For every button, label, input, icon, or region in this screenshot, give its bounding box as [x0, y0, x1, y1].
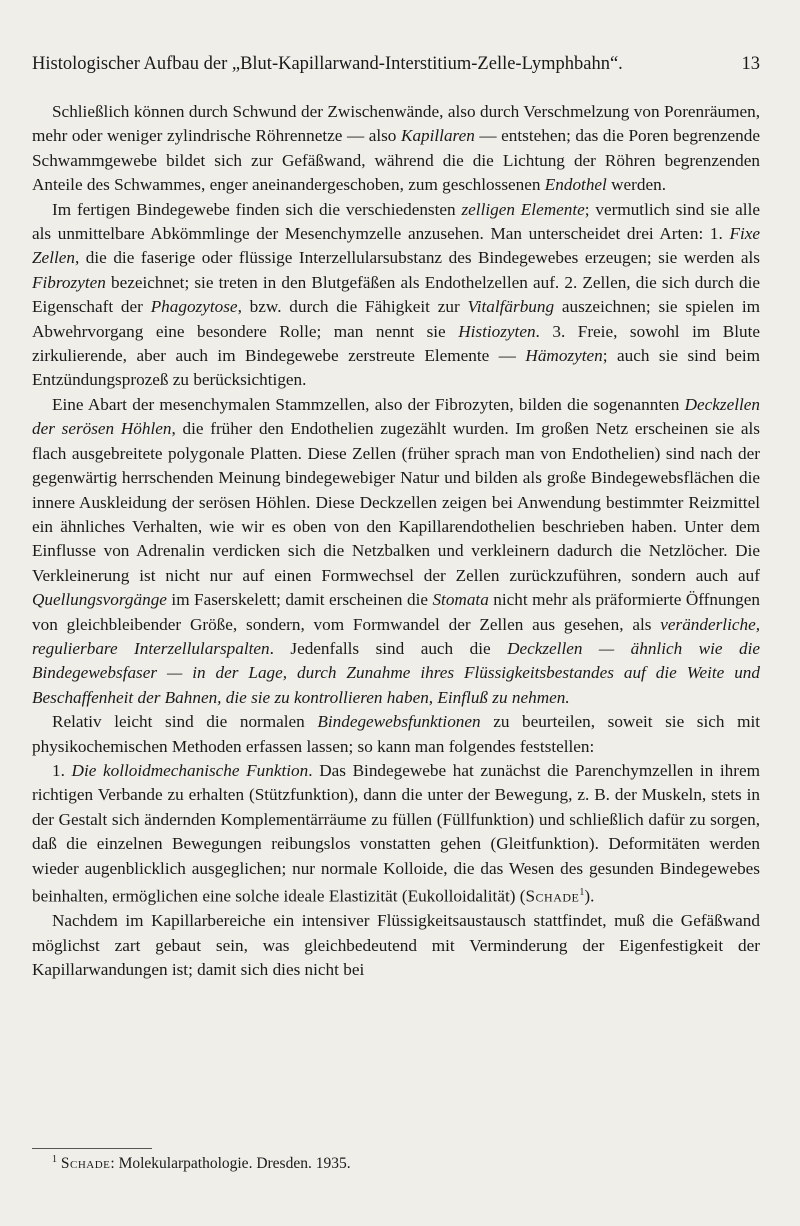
- text-run: Relativ leicht sind die normalen: [52, 712, 318, 732]
- text-run: ).: [584, 886, 595, 906]
- text-run: zu beurteilen, soweit sie sich mit physikochemischen Methoden erfassen lassen; so kann man folgendes feststellen:: [32, 712, 760, 756]
- emphasis-text: Endothel: [544, 175, 607, 195]
- text-run: . Jedenfalls sind auch die: [269, 638, 508, 658]
- running-title: Histologischer Aufbau der „Blut-Kapillarwand-Interstitium-Zelle-Lymphbahn“.: [32, 54, 623, 74]
- page-number: 13: [741, 54, 760, 74]
- body-text: [32, 100, 760, 982]
- text-run: 1.: [52, 760, 72, 780]
- running-head: [32, 54, 760, 75]
- text-run: — entstehen; das die Poren begrenzende Schwammgewebe bildet sich zur Gefäßwand, während die die Lichtung der Röhren begrenzenden Anteile des Schwammes, enger aneinandergeschoben, zum geschlossenen: [32, 126, 761, 195]
- text-run: ; auch sie sind beim Entzündungsprozeß zu berücksichtigen.: [32, 346, 760, 390]
- emphasis-text: Stomata: [432, 590, 489, 610]
- text-run: , die früher den Endothelien zugezählt wurden. Im großen Netz erscheinen sie als flach ausgebreitete polygonale Platten. Diese Zellen (früher sprach man von Endothelien) sind nach der gegenwärtig herrschenden Meinung bindegewebiger Natur und bilden als große Bindegewebsflächen die innere Auskleidung der serösen Höhlen. Diese Deckzellen zeigen bei Anwendung bestimmter Reizmittel ein ähnliches Verhalten, wie wir es oben von den Kapillarendothelien beschrieben haben. Unter dem Einflusse von Adrenalin verdicken sich die Netzbalken und verkleinern dadurch die Netzlöcher. Die Verkleinerung ist nicht nur auf einen Formwechsel der Zellen zurückzuführen, sondern auch auf: [32, 419, 760, 585]
- text-run: . Das Bindegewebe hat zunächst die Parenchymzellen in ihrem richtigen Verbande zu erhalten (Stützfunktion), dann die unter der Bewegung, z. B. der Muskeln, stets in der Gestalt sich ändernden Komplementärräume zu füllen (Füllfunktion) und schließlich dafür zu sorgen, daß die einzelnen Bewegungen reibungslos vonstatten gehen (Gleitfunktion). Deformitäten werden wieder augenblicklich ausgeglichen; nur normale Kolloide, die das Wesen des gesunden Bindegewebes beinhalten, ermöglichen eine solche ideale Elastizität (Eukolloidalität) (: [32, 760, 760, 906]
- emphasis-text: Histiozyten: [458, 321, 536, 341]
- text-run: Schade: [525, 886, 580, 906]
- emphasis-text: veränderliche, regulierbare Interzellularspalten: [32, 614, 760, 658]
- paragraph: [32, 393, 760, 710]
- text-run: ; vermutlich sind sie alle als unmittelbare Abkömmlinge der Mesenchymzelle anzusehen. Man unterscheidet drei Arten: 1.: [32, 199, 760, 244]
- paragraph: [32, 198, 760, 393]
- footnote: [52, 1154, 760, 1173]
- footnote-author: Schade: [60, 1155, 111, 1173]
- emphasis-text: zelligen Elemente: [461, 199, 585, 219]
- paragraph: [32, 759, 760, 909]
- emphasis-text: Fibrozyten: [32, 272, 106, 292]
- footnote-rule: [32, 1148, 152, 1149]
- text-run: nicht mehr als präformierte Öffnungen von gleichbleibender Größe, sondern, vom Formwandel der Zellen aus gesehen, als: [32, 590, 760, 634]
- footnote-marker: 1: [52, 1154, 57, 1165]
- text-run: im Faserskelett; damit erscheinen die: [166, 590, 433, 610]
- text-run: bezeichnet; sie treten in den Blutgefäßen als Endothelzellen auf. 2. Zellen, die sich durch die Eigenschaft der: [32, 272, 760, 317]
- paragraph: [32, 100, 760, 198]
- paragraph: [32, 710, 760, 759]
- emphasis-text: Die kolloidmechanische Funktion: [71, 760, 309, 780]
- emphasis-text: Vitalfärbung: [467, 297, 555, 317]
- paragraph: [32, 909, 760, 982]
- text-run: auszeichnen; sie spielen im Abwehrvorgang eine besondere Rolle; man nennt sie: [32, 297, 760, 341]
- footnote-text: : Molekularpathologie. Dresden. 1935.: [110, 1155, 351, 1173]
- text-run: Nachdem im Kapillarbereiche ein intensiver Flüssigkeitsaustausch stattfindet, muß die Gefäßwand möglichst zart gebaut sein, was gleichbedeutend mit Verminderung der Eigenfestigkeit der Kapillarwandungen ist; damit sich dies nicht bei: [32, 911, 760, 979]
- text-run: , die die faserige oder flüssige Interzellularsubstanz des Bindegewebes erzeugen; sie werden als: [74, 248, 760, 268]
- text-run: werden.: [606, 175, 667, 195]
- emphasis-text: Deckzellen — ähnlich wie die Bindegewebsfaser — in der Lage, durch Zunahme ihres Flüssigkeitsbestandes auf die Weite und Beschaffenheit der Bahnen, die sie zu kontrollieren haben, Einfluß zu nehmen.: [32, 638, 760, 707]
- footnote-ref: 1: [579, 887, 585, 898]
- emphasis-text: Deckzellen der serösen Höhlen: [32, 394, 760, 439]
- emphasis-text: Quellungsvorgänge: [32, 590, 167, 610]
- emphasis-text: Bindegewebsfunktionen: [317, 712, 481, 732]
- text-run: Schließlich können durch Schwund der Zwischenwände, also durch Verschmelzung von Porenräumen, mehr oder weniger zylindrische Röhrennetze — also: [32, 102, 760, 146]
- emphasis-text: Hämozyten: [525, 346, 603, 366]
- text-run: Im fertigen Bindegewebe finden sich die verschiedensten: [52, 199, 462, 219]
- text-run: , bzw. durch die Fähigkeit zur: [237, 297, 468, 317]
- emphasis-text: Fixe Zellen: [32, 224, 760, 268]
- text-run: Eine Abart der mesenchymalen Stammzellen, also der Fibrozyten, bilden die sogenannten: [52, 394, 685, 414]
- emphasis-text: Kapillaren: [400, 126, 475, 146]
- emphasis-text: Phagozytose: [150, 297, 238, 317]
- text-run: . 3. Freie, sowohl im Blute zirkulierende, aber auch im Bindegewebe zerstreute Elemente —: [32, 321, 760, 366]
